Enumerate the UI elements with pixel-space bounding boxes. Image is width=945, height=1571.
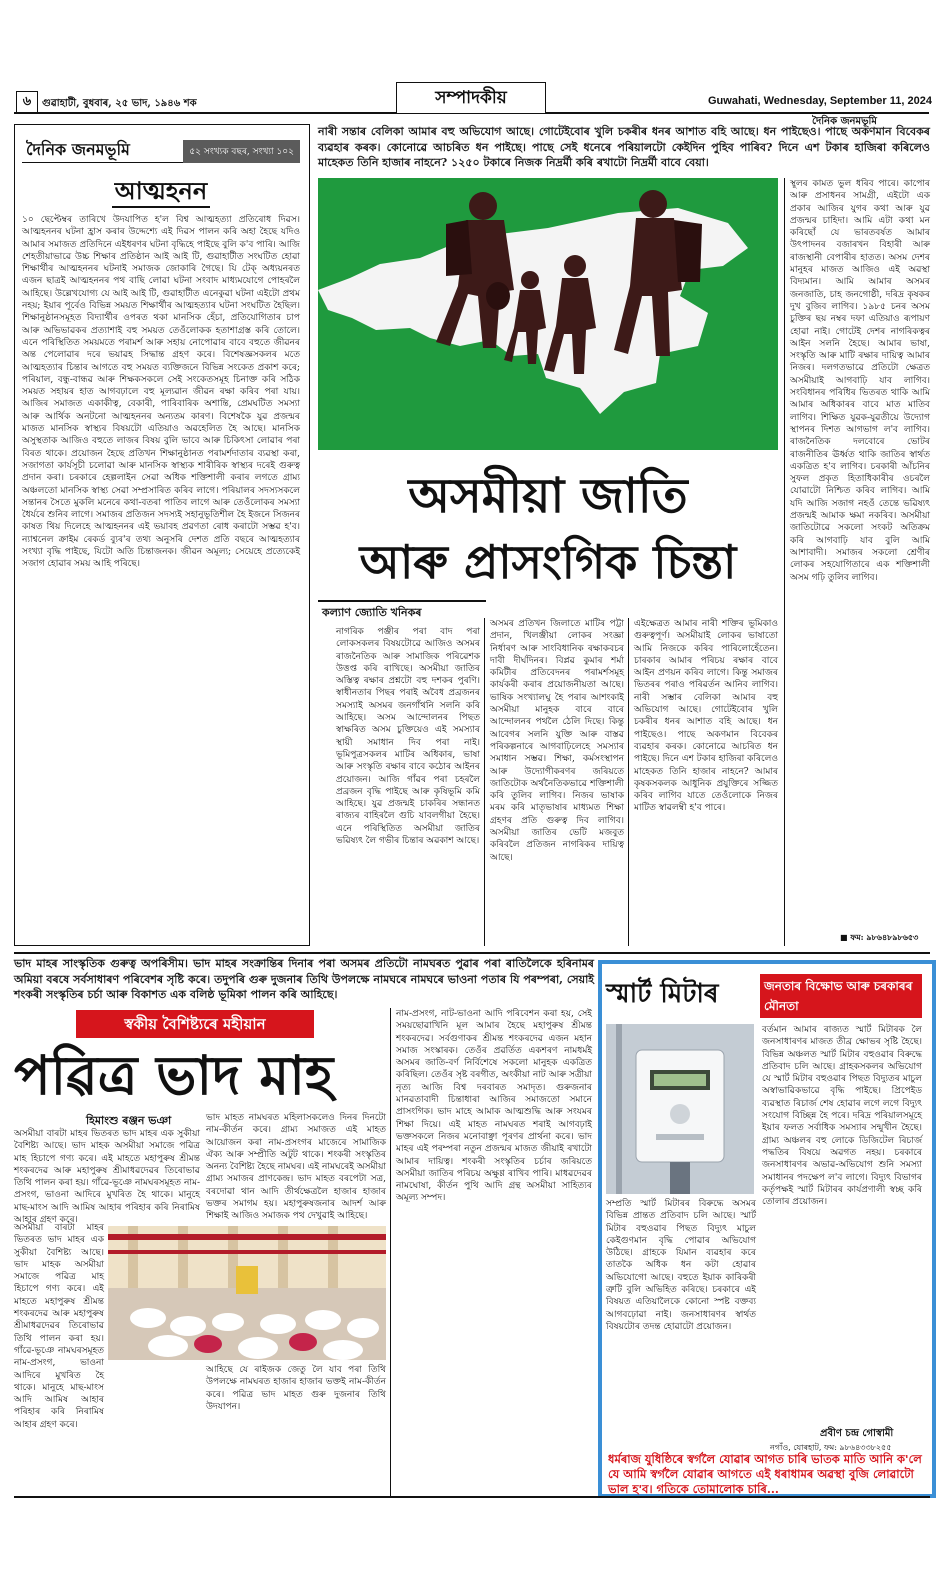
feature-title-line1: অসমীয়া জাতি [408, 468, 688, 524]
bhad-author: হিমাংশু ৰঞ্জন ভঞা [86, 1114, 172, 1127]
page-bottom-rule [14, 1496, 930, 1498]
meter-photo [606, 1024, 754, 1194]
editorial-masthead-bar [22, 138, 300, 163]
bhad-title: পৱিত্ৰ ভাদ মাহ [14, 1043, 334, 1107]
feature-col-divider-2 [628, 618, 629, 946]
editorial-volume: ৫২ সংখ্যক বছৰ, সংখ্যা ১০২ [183, 140, 300, 163]
bhad-col-1-cont: অসমীয়া বাৰটা মাহৰ ভিতৰত ভাদ মাহৰ এক সুকীয়া বৈশিষ্ট্য আছে। ভাদ মাহক অসমীয়া সমাজে পৱিত্ৰ মাহ হিচাপে গণ্য কৰে। এই মাহতে মহাপুৰুষ শ্ৰীমন্ত শংকৰদেৱ আৰু মহাপুৰুষ শ্ৰীমাধৱদেৱৰ তিৰোভাৱ তিথি পালন কৰা হয়। গাঁৱে-ভূঞে নামঘৰসমূহত নাম-প্ৰসংগ, ভাওনা আদিৰে মুখৰিত হৈ থাকে। মানুহে মাছ-মাংস আদি আমিষ আহাৰ পৰিহাৰ কৰি নিৰামিষ আহাৰ গ্ৰহণ কৰে। [14, 1223, 104, 1430]
bhad-col-3: নাম-প্ৰসংগ, নাট-ভাওনা আদি পৰিবেশন কৰা হয়, সেই সময়ছোৱাখিনি মূল আমাৰ হৈছে মহাপুৰুষ শ্ৰীমন্ত শংকৰদেৱ। সৰ্বগুণাকৰ শ্ৰীমন্ত শংকৰদেৱ এজন মহান সমাজ সংস্কাৰক। তেওঁৰ প্ৰৱৰ্তিত একশৰণ নামধৰ্মই অসমৰ জাতি-বৰ্ণ নিৰ্বিশেষে সকলো মানুহক একত্ৰিত কৰিছিল। তেওঁৰ সৃষ্ট বৰগীত, অংকীয়া নাট আৰু সত্ৰীয়া নৃত্য আজি বিশ্ব দৰবাৰত সমাদৃত। গুৰুজনাৰ মানৱতাবাদী চিন্তাধাৰা আজিৰ সমাজতো সমানে প্ৰাসংগিক। ভাদ মাহে আমাক আত্মশুদ্ধি আৰু সংযমৰ শিক্ষা দিয়ে। এই মাহত নামঘৰত শৰাই আগবঢ়াই ভক্তসকলে নিজৰ মনোবাঞ্ছা পূৰণৰ প্ৰাৰ্থনা কৰে। ভাদ মাহৰ এই পৰম্পৰা নতুন প্ৰজন্মৰ মাজত জীয়াই ৰখাটো আমাৰ দায়িত্ব। শংকৰী সংস্কৃতিৰ চৰ্চাৰ জৰিয়তে অসমীয়া জাতিৰ পৰিচয় অক্ষুণ্ণ ৰাখিব পাৰি। মাধৱদেৱৰ নামঘোষা, কীৰ্তন পুথি আদি গ্ৰন্থ অসমীয়া সাহিত্যৰ অমূল্য সম্পদ। [396, 1009, 592, 1204]
bhad-tag: স্বকীয় বৈশিষ্ট্যৰে মহীয়ান [76, 1010, 314, 1038]
meter-col-right: বৰ্তমান আমাৰ ৰাজ্যত স্মাৰ্ট মিটাৰক লৈ জনসাধাৰণৰ মাজত তীব্ৰ ক্ষোভৰ সৃষ্টি হৈছে। বিভিন্ন অঞ্চলত স্মাৰ্ট মিটাৰ বহুওৱাৰ বিৰুদ্ধে প্ৰতিবাদ চলি আছে। গ্ৰাহকসকলৰ অভিযোগ যে স্মাৰ্ট মিটাৰ বহুওৱাৰ পিছত বিদ্যুতৰ মাচুল অস্বাভাৱিকভাৱে বৃদ্ধি পাইছে। প্ৰিপেইড ব্যৱস্থাত ৰিচাৰ্জ শেষ হোৱাৰ লগে লগে বিদ্যুৎ সংযোগ বিচ্ছিন্ন হৈ পৰে। দৰিদ্ৰ পৰিয়ালসমূহে ইয়াৰ ফলত সৰ্বাধিক সমস্যাৰ সন্মুখীন হৈছে। গ্ৰাম্য অঞ্চলৰ বহু লোকে ডিজিটেল ৰিচাৰ্জ পদ্ধতিৰ বিষয়ে অৱগত নহয়। চৰকাৰে জনসাধাৰণৰ অভাৱ-অভিযোগ শুনি সমস্যা সমাধানৰ পদক্ষেপ ল'ব লাগে। বিদ্যুৎ বিভাগৰ কৰ্তৃপক্ষই স্মাৰ্ট মিটাৰৰ কাৰ্যপ্ৰণালী স্বচ্ছ কৰি তোলাৰ প্ৰয়োজন। [762, 1025, 922, 1208]
electric-meter-icon [606, 1024, 754, 1194]
meter-signature: প্ৰবীণ চন্দ্ৰ গোস্বামী [820, 1428, 894, 1439]
feature-col-divider-3 [784, 178, 785, 946]
page-number: ৬ [16, 91, 38, 113]
feature-col-3: এইক্ষেত্ৰত আমাৰ নাৰী শক্তিৰ ভূমিকাও গুৰুত্বপূৰ্ণ। অসমীয়াই লোকৰ ভাষাতো আমি নিজকে কৰিব পাৰিলোহেঁতেন। চাৰকাৰ আমাৰ পৰিচয় ৰক্ষাৰ বাবে আইন প্ৰণয়ন কৰিব লাগে। কিন্তু সমাজৰ ভিতৰৰ পৰাও পৰিৱৰ্তন আনিব লাগিব। নাৰী সম্ভাৰ বেলিকা আমাৰ বহু অভিযোগ আছে। গোটেইবোৰ খুলি চকৰীৰ ধনৰ আশাত বহি আছে। ধন পাইছেও। পাছে অকণমান বিবেকৰ ব্যৱহাৰ কৰক। কোনোৱে আচৰিত ধন পাইছে। দিনে এশ টকাৰ হাজিৰা কৰিলেও মাহেকত তিনি হাজাৰ নাহনে? আমাৰ কৃষকসকলক আধুনিক প্ৰযুক্তিৰে সজ্জিত কৰিব লাগিব যাতে তেওঁলোকে নিজৰ মাটিত স্বাৱলম্বী হ'ব পাৰে। [634, 619, 778, 814]
section-separator [14, 952, 930, 954]
editorial-title: আত্মহনন [114, 176, 208, 205]
feature-col-divider-1 [484, 618, 485, 946]
paper-name-right: দৈনিক জনমভূমি [812, 116, 877, 127]
feature-col-2: অসমৰ প্ৰতিখন জিলাতে মাটিৰ পট্টা প্ৰদান, খিলঞ্জীয়া লোকৰ সংজ্ঞা নিৰ্ধাৰণ আৰু সাংবিধানিক ৰক্ষাকবচৰ দাবী দীৰ্ঘদিনৰ। বিপ্লৱ কুমাৰ শৰ্মা কমিটীৰ প্ৰতিবেদনৰ পৰামৰ্শসমূহ কাৰ্যকৰী কৰাৰ প্ৰয়োজনীয়তা আছে। ভাষিক সংখ্যালঘু হৈ পৰাৰ আশংকাই অসমীয়া মানুহক বাৰে বাৰে আন্দোলনৰ পথলৈ ঠেলি দিছে। কিন্তু আবেগৰ সলনি যুক্তি আৰু বাস্তৱ পৰিকল্পনাৰে আগবাঢ়িলেহে সমস্যাৰ সমাধান সম্ভৱ। শিক্ষা, কৰ্মসংস্থাপন আৰু উদ্যোগীকৰণৰ জৰিয়তে জাতিটোক অৰ্থনৈতিকভাৱে শক্তিশালী কৰি তুলিব লাগিব। নিজৰ ভাষাক মৰম কৰি মাতৃভাষাৰ মাধ্যমত শিক্ষা গ্ৰহণৰ প্ৰতি গুৰুত্ব দিব লাগিব। অসমীয়া জাতিৰ ভেটি মজবুত কৰিবলৈ প্ৰতিজন নাগৰিকৰ দায়িত্ব আছে। [490, 619, 624, 863]
assam-map-silhouette-icon [318, 178, 778, 450]
feature-illustration [318, 178, 778, 450]
section-title: সম্পাদকীয় [396, 82, 546, 113]
date-english: Guwahati, Wednesday, September 11, 2024 [708, 95, 932, 107]
feature-footer: ■ ফম: ৯৮৬৪৮৯৮৬৫৩ [840, 932, 919, 942]
namghar-gathering-photo [108, 1226, 386, 1360]
bhad-photo [108, 1226, 386, 1360]
bhad-col-2: ভাদ মাহত নামঘৰত মহিলাসকলেও দিনৰ দিনটো নাম-কীৰ্তন কৰে। গ্ৰাম্য সমাজত এই মাহত আয়োজন কৰা নাম-প্ৰসংগৰ মাজেৰে সামাজিক ঐক্য আৰু সম্প্ৰীতি অটুট থাকে। শংকৰী সংস্কৃতিৰ অনন্য বৈশিষ্ট্য হৈছে নামঘৰ। এই নামঘৰেই অসমীয়া গ্ৰাম্য সমাজৰ প্ৰাণকেন্দ্ৰ। ভাদ মাহত বৰপেটা সত্ৰ, বৰদোৱা থান আদি তীৰ্থক্ষেত্ৰলৈ হাজাৰ হাজাৰ ভক্তৰ সমাগম হয়। মহাপুৰুষজনাৰ আদৰ্শ আৰু শিক্ষাই আজিও সমাজক পথ দেখুৱাই আহিছে। [206, 1113, 386, 1222]
meter-title: স্মাৰ্ট মিটাৰ [606, 979, 719, 1009]
meter-signature-place: নগাঁও, যোৰহাট, ফম: ৯৮৬৪৩৩৮২৫৫ [770, 1443, 892, 1452]
editorial-title-rule [112, 206, 210, 208]
feature-author: কল্যাণ জ্যোতি খনিকৰ [322, 606, 422, 619]
feature-col-1: নাগৰিক পঞ্জীৰ পৰা বাদ পৰা লোকসকলৰ বিষয়টোৱে আজিও অসমৰ ৰাজনৈতিক আৰু সামাজিক পৰিৱেশক উত্তপ্ত কৰি ৰাখিছে। অসমীয়া জাতিৰ অস্তিত্ব ৰক্ষাৰ প্ৰশ্নটো বহু দশকৰ পুৰণি। স্বাধীনতাৰ পিছৰ পৰাই অবৈধ প্ৰব্ৰজনৰ সমস্যাই অসমৰ জনগাঁথনি সলনি কৰি আহিছে। অসম আন্দোলনৰ পিছত স্বাক্ষৰিত অসম চুক্তিয়েও এই সমস্যাৰ স্থায়ী সমাধান দিব পৰা নাই। ভূমিপুত্ৰসকলৰ মাটিৰ অধিকাৰ, ভাষা আৰু সংস্কৃতি ৰক্ষাৰ বাবে কঠোৰ আইনৰ প্ৰয়োজন। আজি গাঁৱৰ পৰা চহৰলৈ প্ৰব্ৰজন বৃদ্ধি পাইছে আৰু কৃষিভূমি কমি আহিছে। যুৱ প্ৰজন্মই চাকৰিৰ সন্ধানত ৰাজ্যৰ বাহিৰলৈ গুচি যাবলগীয়া হৈছে। এনে পৰিস্থিতিত অসমীয়া জাতিৰ ভৱিষ্যৎ লৈ গভীৰ চিন্তাৰ অৱকাশ আছে। [336, 627, 480, 847]
bhad-col-1: অসমীয়া বাৰটা মাহৰ ভিতৰত ভাদ মাহৰ এক সুকীয়া বৈশিষ্ট্য আছে। ভাদ মাহক অসমীয়া সমাজে পৱিত্ৰ মাহ হিচাপে গণ্য কৰে। এই মাহতে মহাপুৰুষ শ্ৰীমন্ত শংকৰদেৱ আৰু মহাপুৰুষ শ্ৰীমাধৱদেৱৰ তিৰোভাৱ তিথি পালন কৰা হয়। গাঁৱে-ভূঞে নামঘৰসমূহত নাম-প্ৰসংগ, ভাওনা আদিৰে মুখৰিত হৈ থাকে। মানুহে মাছ-মাংস আদি আমিষ আহাৰ পৰিহাৰ কৰি নিৰামিষ আহাৰ গ্ৰহণ কৰে। [14, 1129, 200, 1226]
feature-intro: নাৰী সন্তাৰ বেলিকা আমাৰ বহু অভিযোগ আছে। গোটেইবোৰ খুলি চকৰীৰ ধনৰ আশাত বহি আছে। ধন পাইছেও। পাছে অকণমান বিবেকৰ ব্যৱহাৰ কৰক। কোনোৱে আচৰিত ধন পাইছে। পাছে সেই ধনেৰে পৰিয়ালটো কেইদিন পুহিব পাৰিব? দিনে এশ টকাৰ হাজিৰা কৰিলেও মাহেকত তিনি হাজাৰ নাহনে? ১২৫০ টকাৰে নিজক নিদ্ৰৰ্মী কৰি ৰখাটো নিদ্ৰৰ্মী বাবে বেয়া। [318, 125, 930, 169]
meter-footer-quote: ধৰ্মৰাজ যুধিষ্ঠিৰে স্বৰ্গলৈ যোৱাৰ আগত চাৰি ভাতক মাতি আনি ক'লে যে আমি স্বৰ্গলৈ যোৱাৰ আগতে এই ধৰাধামৰ অৱস্থা বুজি লোৱাটো ভাল হ'ব। গতিকে তোমালোক চাৰি... [608, 1452, 922, 1496]
bhad-intro: ভাদ মাহৰ সাংস্কৃতিক গুৰুত্ব অপৰিসীম। ভাদ মাহৰ সংক্ৰান্তিৰ দিনাৰ পৰা অসমৰ প্ৰতিটো নামঘৰত পুৱাৰ পৰা ৰাতিলৈকে হৰিনামৰ অমিয়া বৰষে সৰ্বসাধাৰণ পৰিবেশৰ সৃষ্টি কৰে। তদুপৰি গুৰু দুজনাৰ তিথি উপলক্ষে নামঘৰে নামঘৰে ভাওনা পতাৰ যি পৰম্পৰা, সেয়াই শংকৰী সংস্কৃতিৰ চৰ্চা আৰু বিকাশত এক বলিষ্ঠ ভূমিকা পালন কৰি আহিছে। [14, 957, 594, 1001]
bhad-photo-caption: আহিছে যে ৰাইজক জেতু লৈ যাব পৰা তিথি উপলক্ষে নামঘৰত হাজাৰ হাজাৰ ভক্তই নাম-কীৰ্তন কৰে। পৱিত্ৰ ভাদ মাহত গুৰু দুজনাৰ তিথি উদযাপন। [206, 1365, 386, 1412]
editorial-masthead: দৈনিক জনমভূমি [26, 140, 130, 159]
meter-col-left: সম্প্ৰতি স্মাৰ্ট মিটাৰৰ বিৰুদ্ধে অসমৰ বিভিন্ন প্ৰান্তত প্ৰতিবাদ চলি আছে। স্মাৰ্ট মিটাৰ বহুওৱাৰ পিছত বিদ্যুৎ মাচুল কেইগুণমান বৃদ্ধি পোৱাৰ অভিযোগ উঠিছে। গ্ৰাহকে যিমান ব্যৱহাৰ কৰে তাতকৈ অধিক ধন কটা হোৱাৰ অভিযোগো আছে। বহুতে ইয়াক কাৰিকৰী ত্ৰুটি বুলি অভিহিত কৰিছে। চৰকাৰে এই বিষয়ত এতিয়ালৈকে কোনো স্পষ্ট বক্তব্য আগবঢ়োৱা নাই। জনসাধাৰণৰ স্বাৰ্থত বিষয়টোৰ তদন্ত হোৱাটো প্ৰয়োজন। [606, 1199, 756, 1332]
date-local: গুৱাহাটী, বুধবাৰ, ২৫ ভাদ, ১৯৪৬ শক [42, 98, 197, 109]
meter-subtitle: জনতাৰ বিক্ষোভ আৰু চৰকাৰৰ মৌনতা [760, 974, 922, 1018]
feature-author-rule [318, 600, 486, 602]
feature-side-col: স্থূলৰ কামত ভুল ধৰিব পাৰে। কাপোৰ আৰু প্ৰসাধনৰ সামগ্ৰী, এইটো এক প্ৰকাৰ আজিৰ যুগৰ কথা আৰু যুৱ প্ৰজন্মৰ চাহিদা। আমি এটা কথা মন কৰিছোঁ যে ভাৰতবৰ্ষত আমাৰ উৎপাদনৰ বজাৰখন বিহাৰী আৰু ৰাজস্থানী বেপাৰীৰ হাতত। অসম দেশৰ মানুহৰ মাজত আজিও এই অৱস্থা বিদ্যমান। আমি আমাৰ অসমৰ জনজাতি, চাহ জনগোষ্ঠী, দৰিদ্ৰ কৃষকৰ দুখ বুজিব লাগিব। ১৯৮৫ চনৰ অসম চুক্তিৰ ছয় নম্বৰ দফা এতিয়াও ৰূপায়ণ হোৱা নাই। গোটেই দেশৰ নাগৰিকত্বৰ আইন সলনি হৈছে। আমাৰ ভাষা, সংস্কৃতি আৰু মাটি ৰক্ষাৰ দায়িত্ব আমাৰ নিজৰ। দলগতভাৱে প্ৰতিটো ক্ষেত্ৰত অসমীয়াই আগবাঢ়ি যাব লাগিব। সংবিধানৰ পৰিধিৰ ভিতৰত থাকি আমি আমাৰ অধিকাৰৰ বাবে মাত মাতিব লাগিব। শিক্ষিত যুৱক-যুৱতীয়ে উদ্যোগ স্থাপনৰ দিশত আগভাগ ল'ব লাগিব। ৰাজনৈতিক দলবোৰে ভোটৰ ৰাজনীতিৰ ঊৰ্ধ্বত থাকি জাতিৰ স্বাৰ্থত একত্ৰিত হ'ব লাগিব। চৰকাৰী আঁচনিৰ সুফল প্ৰকৃত হিতাধিকাৰীৰ ওচৰলৈ যোৱাটো নিশ্চিত কৰিব লাগিব। আমি যদি আজি সজাগ নহওঁ তেন্তে ভৱিষ্যৎ প্ৰজন্মই আমাক ক্ষমা নকৰিব। অসমীয়া জাতিটোৱে সকলো সংকট অতিক্ৰম কৰি আগবাঢ়ি যাব বুলি আমি আশাবাদী। সমাজৰ সকলো শ্ৰেণীৰ লোকৰ সহযোগিতাৰে এক শক্তিশালী অসম গঢ়ি তুলিব লাগিব। [790, 179, 930, 583]
bhad-col-divider [390, 1008, 391, 1496]
editorial-body: ১০ ছেপ্টেম্বৰ তাৰিখে উদযাপিত হ'ল বিশ্ব আত্মহত্যা প্ৰতিৰোধ দিৱস। আত্মহননৰ ঘটনা হ্ৰাস কৰাৰ উদ্দেশ্যে এই দিৱস পালন কৰি অহা হৈছে যদিও আমাৰ সমাজত প্ৰতিদিনে এইধৰণৰ ঘটনা বৃদ্ধিহে পাইছে বুলি ক'ব পাৰি। আজি শেহতীয়াভাৱে উচ্চ শিক্ষাৰ প্ৰতিষ্ঠান আই আই টি, গুৱাহাটীত সংঘটিত হোৱা শিক্ষাৰ্থীৰ আত্মহননৰ ঘটনাই সমাজক জোকাৰি গৈছে। যি টেক্‌ অধ্যয়নৰত এজন ছাত্ৰই আত্মহননৰ পথ বাছি লোৱা ঘটনা সংবাদ মাধ্যমযোগে পোহৰলৈ আহিছে। উল্লেখযোগ্য যে আই আই টি, গুৱাহাটীত এনেকুৱা ঘটনা এইটো প্ৰথম নহয়; ইয়াৰ পূৰ্বেও বিভিন্ন সময়ত শিক্ষাৰ্থীৰ আত্মহত্যাৰ ঘটনা সংঘটিত হৈছিল। শিক্ষানুষ্ঠানসমূহত বিদ্যাৰ্থীৰ ওপৰত থকা মানসিক হেঁচা, প্ৰতিযোগিতাৰ চাপ আৰু অভিভাৱকৰ প্ৰত্যাশাই বহু সময়ত তেওঁলোকক হতাশাগ্ৰস্ত কৰি তোলে। এনে পৰিস্থিতিত সময়মতে পৰামৰ্শ আৰু সহায় নোপোৱাৰ বাবে বহুতে জীৱনৰ অন্ত পেলোৱাৰ দৰে ভয়াৱহ সিদ্ধান্ত গ্ৰহণ কৰে। বিশেষজ্ঞসকলৰ মতে আত্মহত্যাৰ চিন্তাৰ আগতে বহু সময়ত ব্যক্তিজনে বিভিন্ন সংকেত প্ৰকাশ কৰে; পৰিয়াল, বন্ধু-বান্ধৱ আৰু শিক্ষকসকলে সেই সংকেতসমূহ চিনাক্ত কৰি সঠিক সময়ত সহায়ৰ হাত আগবঢ়ালে বহু মূল্যৱান জীৱন ৰক্ষা কৰিব পৰা যায়। আজিৰ সমাজত একাকীত্ব, বেকাৰী, পাৰিবাৰিক অশান্তি, প্ৰেমঘটিত সমস্যা আৰু আৰ্থিক অনটনো আত্মহননৰ অন্যতম কাৰণ। বিশেষকৈ যুৱ প্ৰজন্মৰ মাজত মানসিক স্বাস্থ্যৰ বিষয়টো এতিয়াও অৱহেলিত হৈ আছে। মানসিক অসুস্থতাক আজিও বহুতে লাজৰ বিষয় বুলি ভাবে আৰু চিকিৎসা লোৱাৰ পৰা বিৰত থাকে। প্ৰয়োজন হৈছে প্ৰতিখন শিক্ষানুষ্ঠানত পৰামৰ্শদাতাৰ ব্যৱস্থা কৰা, সজাগতা কাৰ্যসূচী চলোৱা আৰু মানসিক স্বাস্থ্যক শাৰীৰিক স্বাস্থ্যৰ দৰেই গুৰুত্ব প্ৰদান কৰা। চৰকাৰে হেল্পলাইন সেৱা অধিক শক্তিশালী কৰাৰ লগতে গ্ৰাম্য অঞ্চলতো মানসিক স্বাস্থ্য সেৱা সম্প্ৰসাৰিত কৰিব লাগে। পৰিয়ালৰ সদস্যসকলে সন্তানৰ সৈতে মুকলি মনেৰে কথা-বতৰা পাতিব লাগে আৰু তেওঁলোকৰ সমস্যা ধৈৰ্যৰে শুনিব লাগে। সমাজৰ প্ৰতিজন সদস্যই সহানুভূতিশীল হৈ ইজনে সিজনৰ কাষত থিয় দিলেহে আত্মহননৰ এই ভয়াবহ প্ৰৱণতা ৰোধ কৰাটো সম্ভৱ হ'ব। ন্যাশ্বনেল ক্ৰাইম ৰেকৰ্ড ব্যুৰ'ৰ তথ্য অনুসৰি দেশত প্ৰতি বছৰে আত্মহত্যাৰ সংখ্যা বৃদ্ধি পাইছে, যিটো অতি চিন্তাজনক। জীৱন অমূল্য; সেয়েহে প্ৰত্যেকেই সজাগ হোৱাৰ সময় আহি পৰিছে। [22, 215, 300, 570]
feature-title-line2: আৰু প্ৰাসংগিক চিন্তা [359, 535, 737, 589]
